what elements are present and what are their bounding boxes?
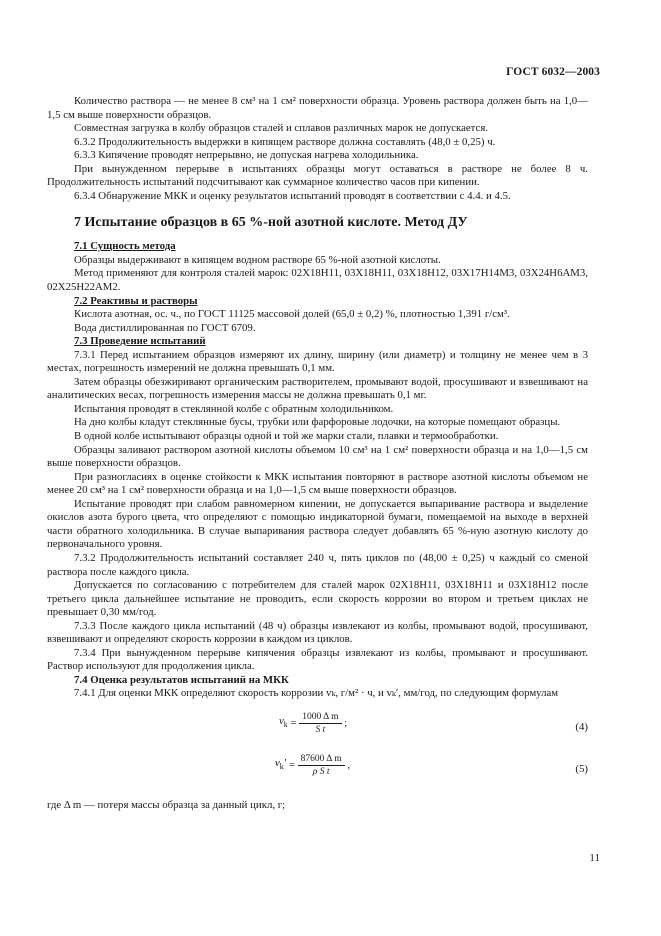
subsection-7-3-heading: 7.3 Проведение испытаний <box>74 335 206 348</box>
where-clause: где Δ m — потеря массы образца за данный цикл, г; <box>47 798 286 811</box>
paragraph: Затем образцы обезжиривают органическим растворителем, промывают водой, просушивают и взвешивают на аналитических весах, погрешность измерения массы не должна превышать 0,1 мг. <box>47 375 588 402</box>
formula-4-expression: $v_k$ = $\frac{\text{1000 Δ m}}{\text{S t}}$ ; <box>279 711 348 735</box>
subsection-7-4-heading: 7.4 Оценка результатов испытаний на МКК <box>74 673 289 686</box>
paragraph: Количество раствора — не менее 8 см³ на 1 см² поверхности образца. Уровень раствора должен быть на 1,0—1,5 см выше поверхности образцов. <box>47 95 588 121</box>
formula-4-fraction: $\frac{\text{1000 Δ m}}{\text{S t}}$ <box>299 711 341 736</box>
formula-4-number: (4) <box>575 720 588 733</box>
page-number: 11 <box>589 852 600 864</box>
paragraph: Допускается по согласованию с потребителем для сталей марок 02Х18Н11, 03Х18Н11 и 03Х18Н12 после третьего цикла дальнейшее испытание не проводить, если скорость коррозии во втором и третьем циклах не превышает 0,30 мм/год. <box>47 579 588 619</box>
paragraph: 7.4.1 Для оценки МКК определяют скорость коррозии vₖ, г/м² · ч, и vₖ′, мм/год, по следующим формулам <box>74 687 559 700</box>
paragraph: Испытания проводят в стеклянной колбе с обратным холодильником. <box>74 402 394 415</box>
paragraph: 7.3.1 Перед испытанием образцов измеряют их длину, ширину (или диаметр) и толщину не менее чем в 3 местах, погрешность измерений не должна превышать 0,1 мм. <box>47 348 588 375</box>
paragraph: Образцы выдерживают в кипящем водном растворе 65 %-ной азотной кислоты. <box>74 253 441 266</box>
formula-5-number: (5) <box>575 762 588 775</box>
paragraph: При разногласиях в оценке стойкости к МКК испытания повторяют в растворе азотной кислоты объемом не менее 20 см³ на 1 см² поверхности образца и на 1,0—1,5 см выше поверхности образцов. <box>47 470 588 497</box>
paragraph: 6.3.3 Кипячение проводят непрерывно, не допуская нагрева холодильника. <box>74 149 419 162</box>
paragraph: Образцы заливают раствором азотной кислоты объемом 10 см³ на 1 см² поверхности образца и на 1,0—1,5 см выше поверхности образцов. <box>47 443 588 470</box>
subsection-7-2-heading: 7.2 Реактивы и растворы <box>74 294 198 307</box>
paragraph: 7.3.2 Продолжительность испытаний составляет 240 ч, пять циклов по (48,00 ± 0,25) ч каждый со сменой раствора после каждого цикла. <box>47 551 588 578</box>
paragraph: Совместная загрузка в колбу образцов сталей и сплавов различных марок не допускается. <box>74 122 488 135</box>
paragraph: Кислота азотная, ос. ч., по ГОСТ 11125 массовой долей (65,0 ± 0,2) %, плотностью 1,391 г/см³. <box>74 308 510 321</box>
formula-5-fraction: $\frac{\text{87600 Δ m}}{\text{ρ S t}}$ <box>298 753 345 778</box>
paragraph: Вода дистиллированная по ГОСТ 6709. <box>74 321 256 334</box>
paragraph: В одной колбе испытывают образцы одной и той же марки стали, плавки и термообработки. <box>74 430 499 443</box>
paragraph: Испытание проводят при слабом равномерном кипении, не допускается выпаривание раствора и выделение окислов азота бурого цвета, что определяют с помощью индикаторной бумаги, помещаемой на выходе в верхней части обратного холодильника. В случае выпаривания раствора следует добавлять 65 %-ную азотную кислоту до первоначального уровня. <box>47 497 588 551</box>
document-header: ГОСТ 6032—2003 <box>506 66 600 78</box>
document-body <box>47 95 588 813</box>
paragraph: Метод применяют для контроля сталей марок: 02Х18Н11, 03Х18Н11, 03Х18Н12, 03Х17Н14М3, 03Х24Н6АМ3, 02Х25Н22АМ2. <box>47 267 588 294</box>
paragraph: На дно колбы кладут стеклянные бусы, трубки или фарфоровые лодочки, на которые помещают образцы. <box>74 416 561 429</box>
formula-5-expression: $v_k'$ = $\frac{\text{87600 Δ m}}{\text{ρ S t}}$ , <box>275 753 351 777</box>
paragraph: При вынужденном перерыве в испытаниях образцы могут оставаться в растворе не более 8 ч. Продолжительность испытаний подсчитывают как суммарное количество часов при кипении. <box>47 162 588 189</box>
paragraph: 7.3.4 При вынужденном перерыве кипячения образцы извлекают из колбы, промывают и просушивают. Раствор используют для продолжения цикла. <box>47 646 588 673</box>
paragraph: 6.3.4 Обнаружение МКК и оценку результатов испытаний проводят в соответствии с 4.4. и 4.5. <box>74 189 511 202</box>
formula-4 <box>47 711 588 747</box>
paragraph: 7.3.3 После каждого цикла испытаний (48 ч) образцы извлекают из колбы, промывают водой, просушивают, взвешивают и определяют скорость коррозии в каждом из циклов. <box>47 619 588 646</box>
subsection-7-1-heading: 7.1 Сущность метода <box>74 240 176 253</box>
section-7-title: 7 Испытание образцов в 65 %-ной азотной кислоте. Метод ДУ <box>74 215 468 231</box>
paragraph: 6.3.2 Продолжительность выдержки в кипящем растворе должна составлять (48,0 ± 0,25) ч. <box>74 135 496 148</box>
formula-5 <box>47 753 588 789</box>
